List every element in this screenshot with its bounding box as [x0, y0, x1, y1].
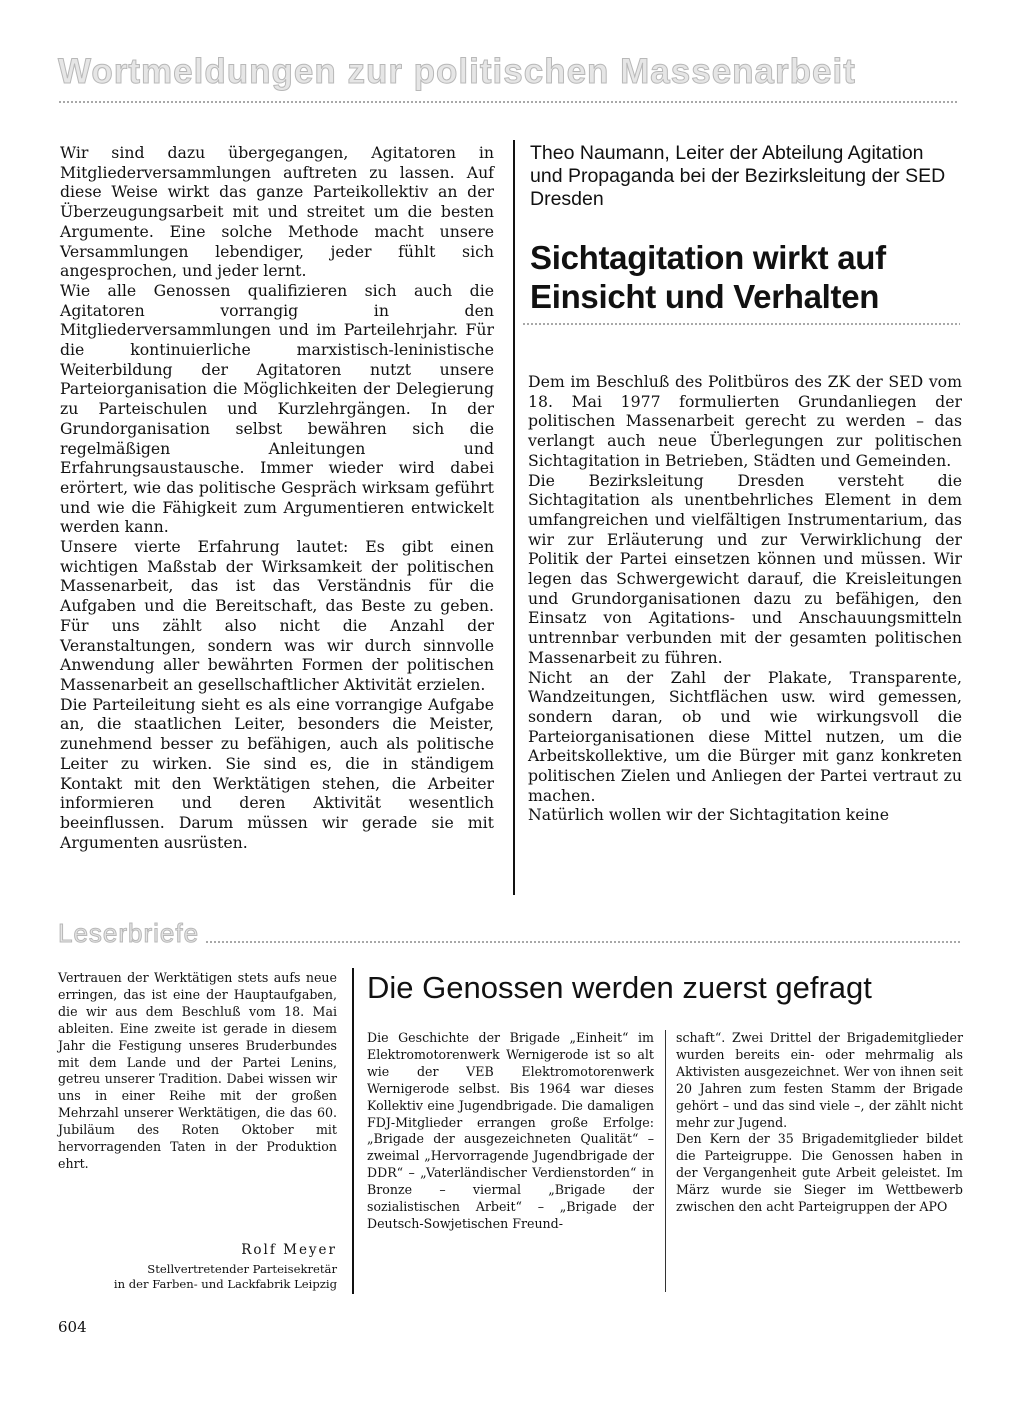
page-number: 604	[58, 1318, 87, 1336]
article-paragraph: Natürlich wollen wir der Sichtagitation keine	[528, 805, 889, 825]
letter-2-column-2	[676, 1030, 963, 1216]
letter-1-signature-role: in der Farben- und Lackfabrik Leipzig	[113, 1277, 337, 1291]
letters-section-title: Leserbriefe	[58, 918, 200, 948]
headline-underline	[522, 322, 960, 326]
letter-2-paragraph: Die Geschichte der Brigade „Einheit“ im Elektromotorenwerk Wernigerode ist so alt wie der VEB Elektromotorenwerk Wernigerode selbst. Bis 1964 war dieses Kollektiv eine Jugendbrigade. Die damaligen FDJ-Mitglieder errangen große Erfolge: „Brigade der ausgezeichneten Qualität“ – zweimal „Hervorragende Jugendbrigade der DDR“ – „Vaterländischer Verdienstorden“ in Bronze – viermal „Brigade der sozialistischen Arbeit“ – „Brigade der Deutsch-Sowjetischen Freund-	[367, 1030, 654, 1231]
article-author: Theo Naumann, Leiter der Abteilung Agitation und Propaganda bei der Bezirksleitung der SED Dresden	[530, 142, 946, 210]
letter-1-signature-name: Rolf Meyer	[241, 1242, 337, 1258]
left-column	[60, 143, 494, 852]
letter-2-paragraph: Den Kern der 35 Brigademitglieder bildet die Parteigruppe. Die Genossen haben in der Vergangenheit gute Arbeit geleistet. Im März wurde sie Sieger im Wettbewerb zwischen den acht Parteigruppen der APO	[676, 1131, 963, 1215]
article-body	[528, 372, 962, 825]
column-divider	[513, 140, 515, 895]
article-paragraph: Nicht an der Zahl der Plakate, Transparente, Wandzeitungen, Sichtflächen usw. wird gemessen, sondern daran, ob und wie wirkungsvoll die Parteiorganisationen diese Mittel nutzen, um die Arbeitskollektive, um die Bürger mit ganz konkreten politischen Zielen und Anliegen der Partei vertraut zu machen.	[528, 667, 962, 805]
letter-1-signature-role: Stellvertretender Parteisekretär	[147, 1262, 337, 1276]
letter-2-column-1	[367, 1030, 654, 1233]
article-paragraph: Dem im Beschluß des Politbüros des ZK der SED vom 18. Mai 1977 formulierten Grundanliegen der politischen Massenarbeit gerecht zu werden – das verlangt auch neue Überlegungen zur politischen Sichtagitation in Betrieben, Städten und Gemeinden.	[528, 372, 962, 470]
letters-title-underline	[205, 940, 960, 944]
letter-1-paragraph: Vertrauen der Werktätigen stets aufs neue erringen, das ist eine der Hauptaufgaben, die wir aus dem Beschluß vom 18. Mai ableiten. Eine zweite ist gerade in diesem Jahr die Festigung unseres Bruderbundes mit dem Lande und der Partei Lenins, getreu unserer Tradition. Dabei wissen wir uns in einer Reihe mit der großen Mehrzahl unserer Werktätigen, die das 60. Jubiläum des Roten Oktober mit hervorragenden Taten in der Produktion ehrt.	[58, 970, 337, 1171]
article-paragraph: Die Bezirksleitung Dresden versteht die Sichtagitation als unentbehrliches Element in dem umfangreichen und vielfältigen Instrumentarium, das wir zur Erläuterung und zur Verwirklichung der Politik der Partei einsetzen können und müssen. Wir legen das Schwergewicht darauf, die Kreisleitungen und Grundorganisationen dazu zu befähigen, den Einsatz von Agitations- und Anschauungsmitteln untrennbar verbunden mit der gesamten politischen Massenarbeit zu führen.	[528, 470, 962, 667]
letter-2-column-divider	[665, 1030, 666, 1292]
section-title: Wortmeldungen zur politischen Massenarbeit	[58, 52, 856, 91]
left-paragraph: Unsere vierte Erfahrung lautet: Es gibt einen wichtigen Maßstab der Wirksamkeit der politischen Massenarbeit, das ist das Verständnis für die Aufgaben und die Bereitschaft, das Beste zu geben. Für uns zählt also nicht die Anzahl der Veranstaltungen, sondern was wir durch sinnvolle Anwendung aller bewährten Formen der politischen Massenarbeit an gesellschaftlicher Aktivität erzielen.	[60, 537, 494, 694]
left-paragraph: Wir sind dazu übergegangen, Agitatoren in Mitgliederversammlungen auftreten zu lassen. Auf diese Weise wirkt das ganze Parteikollektiv an der Überzeugungsarbeit mit und streitet um die besten Argumente. Eine solche Methode macht unsere Versammlungen lebendiger, jeder fühlt sich angesprochen, und jeder lernt.	[60, 143, 494, 281]
letters-divider	[352, 968, 354, 1294]
letter-2-paragraph: schaft“. Zwei Drittel der Brigademitglieder wurden bereits ein- oder mehrmalig als Aktivisten ausgezeichnet. Wer von ihnen seit 20 Jahren zum festen Stamm der Brigade gehört – und das sind viele –, der zählt nicht mehr zur Jugend.	[676, 1030, 963, 1130]
left-paragraph: Wie alle Genossen qualifizieren sich auch die Agitatoren vorrangig in den Mitgliederversammlungen und im Parteilehrjahr. Für die kontinuierliche marxistisch-leninistische Weiterbildung der Agitatoren nutzt unsere Parteiorganisation die Möglichkeiten der Delegierung zu Parteischulen und Kurzlehrgängen. In der Grundorganisation selbst bewähren sich die regelmäßigen Anleitungen und Erfahrungsaustausche. Immer wieder wird dabei erörtert, wie das politische Gespräch wirksam geführt und wie die Fähigkeit zum Argumentieren entwickelt werden kann.	[60, 280, 494, 537]
section-title-underline	[58, 100, 958, 104]
letter-2-headline: Die Genossen werden zuerst gefragt	[367, 970, 872, 1005]
letter-1-text	[58, 970, 337, 1173]
article-headline: Sichtagitation wirkt auf Einsicht und Verhalten	[530, 239, 886, 315]
left-paragraph: Die Parteileitung sieht es als eine vorrangige Aufgabe an, die staatlichen Leiter, besonders die Meister, zunehmend besser zu befähigen, auch als politische Leiter zu wirken. Sie sind es, die in ständigem Kontakt mit den Werktätigen stehen, die Arbeiter informieren und deren Aktivität wesentlich beeinflussen. Darum müssen wir gerade sie mit Argumenten ausrüsten.	[60, 694, 494, 852]
